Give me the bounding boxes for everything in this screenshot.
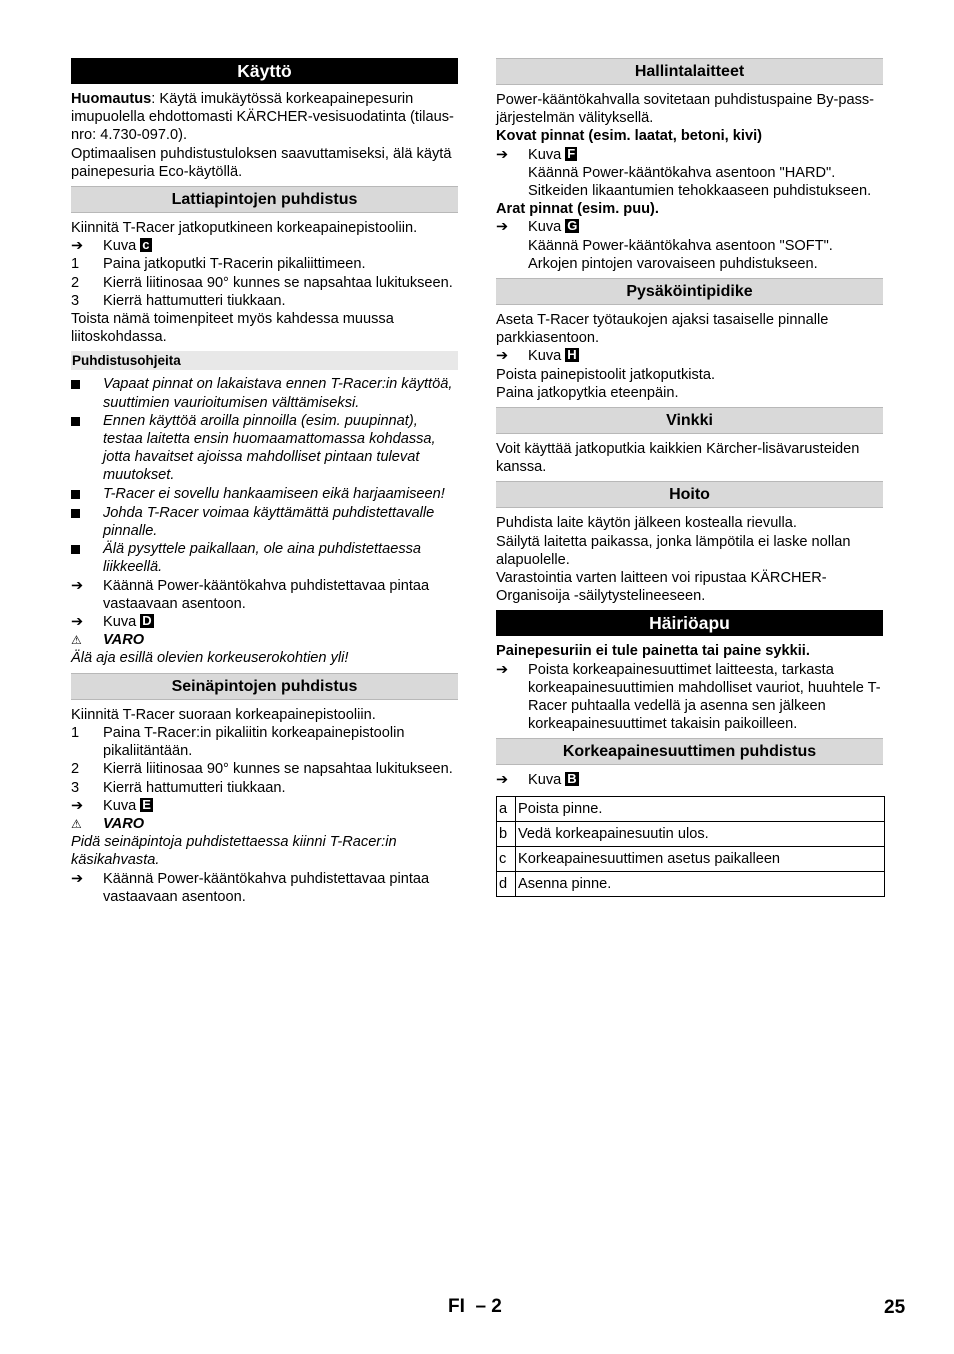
arrow-icon: ➔ xyxy=(496,219,509,236)
list-item: Älä pysyttele paikallaan, ole aina puhdistettaessa liikkeellä. xyxy=(71,540,458,576)
warning-row xyxy=(71,815,458,833)
section-title-controls: Hallintalaitteet xyxy=(496,58,883,85)
soft-surfaces-label: Arat pinnat (esim. puu). xyxy=(496,201,659,218)
list-item: Johda T-Racer voimaa käyttämättä puhdistettavalle pinnalle. xyxy=(71,504,458,540)
figure-ref-c xyxy=(71,237,458,255)
note-text: : Käytä imukäytössä korkeapainepesurin imupuolella ehdottomasti KÄRCHER-vesisuodatinta (tilaus-nro: 4.730-097.0). xyxy=(71,91,454,144)
nozzle-steps-table xyxy=(496,796,885,897)
tip-text: Voit käyttää jatkoputkia kaikkien Kärcher-lisävarusteiden kanssa. xyxy=(496,441,860,476)
section-title-floor: Lattiapintojen puhdistus xyxy=(71,186,458,213)
right-column xyxy=(496,58,883,897)
list-item: 1 Paina T-Racer:in pikaliitin korkeapainepistoolin pikaliitäntään. xyxy=(71,724,405,760)
figure-ref-h: ➔ Kuva H xyxy=(496,347,577,365)
figure-ref-b: ➔ Kuva B xyxy=(496,771,577,789)
arrow-icon: ➔ xyxy=(71,238,84,255)
section-title-nozzle: Korkeapainesuuttimen puhdistus xyxy=(496,738,883,765)
figure-badge-e: E xyxy=(142,796,151,812)
arrow-icon: ➔ xyxy=(71,614,84,631)
floor-repeat: Toista nämä toimenpiteet myös kahdessa muussa liitoskohdassa. xyxy=(71,311,394,346)
list-item: T-Racer ei sovellu hankaamiseen eikä harjaamiseen! xyxy=(71,485,458,504)
warning-icon: ⚠ xyxy=(71,816,82,831)
soft-surfaces-text: Käännä Power-kääntökahva asentoon "SOFT". Arkojen pintojen varovaiseen puhdistukseen. xyxy=(528,237,833,272)
care-text-1: Puhdista laite käytön jälkeen kostealla rievulla. xyxy=(496,515,797,532)
list-item: Vapaat pinnat on lakaistava ennen T-Racer:in käyttöä, suuttimien vaurioitumisen välttämiseksi. xyxy=(71,375,458,411)
floor-steps xyxy=(71,255,458,310)
figure-ref-f: ➔ Kuva F xyxy=(496,145,576,163)
warning-text: Älä aja esillä olevien korkeuserokohtien yli! xyxy=(71,650,349,667)
parking-text-3: Paina jatkopytkia eteenpäin. xyxy=(496,384,679,401)
square-bullet-icon xyxy=(71,380,80,389)
care-text-2: Säilytä laitetta paikassa, jonka lämpötila ei laske nollan alapuolelle. xyxy=(496,533,851,568)
hard-surfaces-label: Kovat pinnat (esim. laatat, betoni, kivi) xyxy=(496,128,762,145)
arrow-icon: ➔ xyxy=(496,772,509,789)
section-title-wall: Seinäpintojen puhdistus xyxy=(71,673,458,700)
instruction-turn-power: ➔ Käännä Power-kääntökahva puhdistettavaa pintaa vastaavaan asentoon. xyxy=(71,577,430,612)
arrow-icon: ➔ xyxy=(496,348,509,365)
warning-row xyxy=(71,631,458,649)
figure-badge-c: c xyxy=(142,237,150,253)
warning-text: Pidä seinäpintoja puhdistettaessa kiinni T-Racer:in käsikahvasta. xyxy=(71,834,397,869)
subsection-title-tips: Puhdistusohjeita xyxy=(71,351,458,370)
arrow-icon: ➔ xyxy=(71,870,84,887)
section-title-care: Hoito xyxy=(496,481,883,508)
square-bullet-icon xyxy=(71,509,80,518)
square-bullet-icon xyxy=(71,545,80,554)
wall-steps xyxy=(71,724,458,797)
table-row: b Vedä korkeapainesuutin ulos. xyxy=(497,821,885,846)
list-item: 3 Kierrä hattumutteri tiukkaan. xyxy=(71,292,286,309)
arrow-icon: ➔ xyxy=(496,661,509,678)
section-title-tip: Vinkki xyxy=(496,407,883,434)
page-number: 25 xyxy=(884,1297,906,1318)
floor-intro: Kiinnitä T-Racer jatkoputkineen korkeapainepistooliin. xyxy=(71,220,418,237)
troubleshooting-instruction: ➔ Poista korkeapainesuuttimet laitteesta, tarkasta korkeapainesuuttimien mahdolliset vauriot, huuhtele T-Racer puhtaalla vedellä ja asenna sen jälkeen korkeapainesuuttimet takaisin paikoilleen. xyxy=(496,661,881,733)
controls-intro: Power-kääntökahvalla sovitetaan puhdistuspaine By-pass-järjestelmän välityksellä. xyxy=(496,92,875,127)
warning-icon: ⚠ xyxy=(71,633,82,648)
square-bullet-icon xyxy=(71,417,80,426)
arrow-icon: ➔ xyxy=(71,797,84,814)
figure-badge-d: D xyxy=(142,613,152,629)
figure-badge-f: F xyxy=(567,145,576,161)
arrow-icon: ➔ xyxy=(71,577,84,594)
figure-badge-g: G xyxy=(567,218,578,234)
wall-intro: Kiinnitä T-Racer suoraan korkeapainepistooliin. xyxy=(71,706,376,723)
figure-badge-h: H xyxy=(567,347,577,363)
care-text-3: Varastointia varten laitteen voi ripustaa KÄRCHER-Organisoija -säilytystelineeseen. xyxy=(496,570,827,605)
instruction-turn-power-2: ➔ Käännä Power-kääntökahva puhdistettavaa pintaa vastaavaan asentoon. xyxy=(71,870,430,905)
troubleshooting-label: Painepesuriin ei tule painetta tai paine sykkii. xyxy=(496,643,810,660)
warning-label: VARO xyxy=(103,632,145,649)
list-item: Ennen käyttöä aroilla pinnoilla (esim. puupinnat), testaa laitetta ensin huomaamattomassa kohdassa, jotta havaitset ajoissa mahdolliset pintaan tulevat muutokset. xyxy=(71,412,458,485)
footer-page-sub: – 2 xyxy=(475,1296,502,1317)
list-item: 2 Kierrä liitinosaa 90° kunnes se napsahtaa lukitukseen. xyxy=(71,761,453,778)
left-column xyxy=(71,58,458,906)
arrow-icon: ➔ xyxy=(496,146,509,163)
table-row: d Asenna pinne. xyxy=(497,871,885,896)
parking-text: Aseta T-Racer työtaukojen ajaksi tasaiselle pinnalle parkkiasentoon. xyxy=(496,312,829,347)
figure-ref-d: ➔ Kuva D xyxy=(71,613,152,631)
tips-list xyxy=(71,375,458,576)
section-title-kaytto: Käyttö xyxy=(71,58,458,84)
list-item: 3 Kierrä hattumutteri tiukkaan. xyxy=(71,779,286,796)
figure-ref-g: ➔ Kuva G xyxy=(496,218,578,236)
warning-label: VARO xyxy=(103,815,145,832)
section-title-parking: Pysäköintipidike xyxy=(496,278,883,305)
footer-language xyxy=(448,1298,502,1316)
list-item: 1 Paina jatkoputki T-Racerin pikaliittimeen. xyxy=(71,256,366,273)
note-label: Huomautus xyxy=(71,91,152,107)
note-paragraph xyxy=(71,90,458,145)
list-item: 2 Kierrä liitinosaa 90° kunnes se napsahtaa lukitukseen. xyxy=(71,274,453,291)
section-title-troubleshooting: Häiriöapu xyxy=(496,610,883,636)
square-bullet-icon xyxy=(71,490,80,499)
table-row: a Poista pinne. xyxy=(497,796,885,821)
kuva-label: Kuva xyxy=(103,238,137,255)
parking-text-2: Poista painepistoolit jatkoputkista. xyxy=(496,366,716,383)
note-paragraph-2: Optimaalisen puhdistustuloksen saavuttamiseksi, älä käytä painepesuria Eco-käytöllä. xyxy=(71,145,452,180)
figure-badge-b: B xyxy=(567,771,577,787)
hard-surfaces-text: Käännä Power-kääntökahva asentoon "HARD". Sitkeiden likaantumien tehokkaaseen puhdistukseen. xyxy=(528,164,872,200)
footer-lang-code: FI xyxy=(448,1296,465,1317)
table-row: c Korkeapainesuuttimen asetus paikalleen xyxy=(497,846,885,871)
figure-ref-e: ➔ Kuva E xyxy=(71,796,151,814)
